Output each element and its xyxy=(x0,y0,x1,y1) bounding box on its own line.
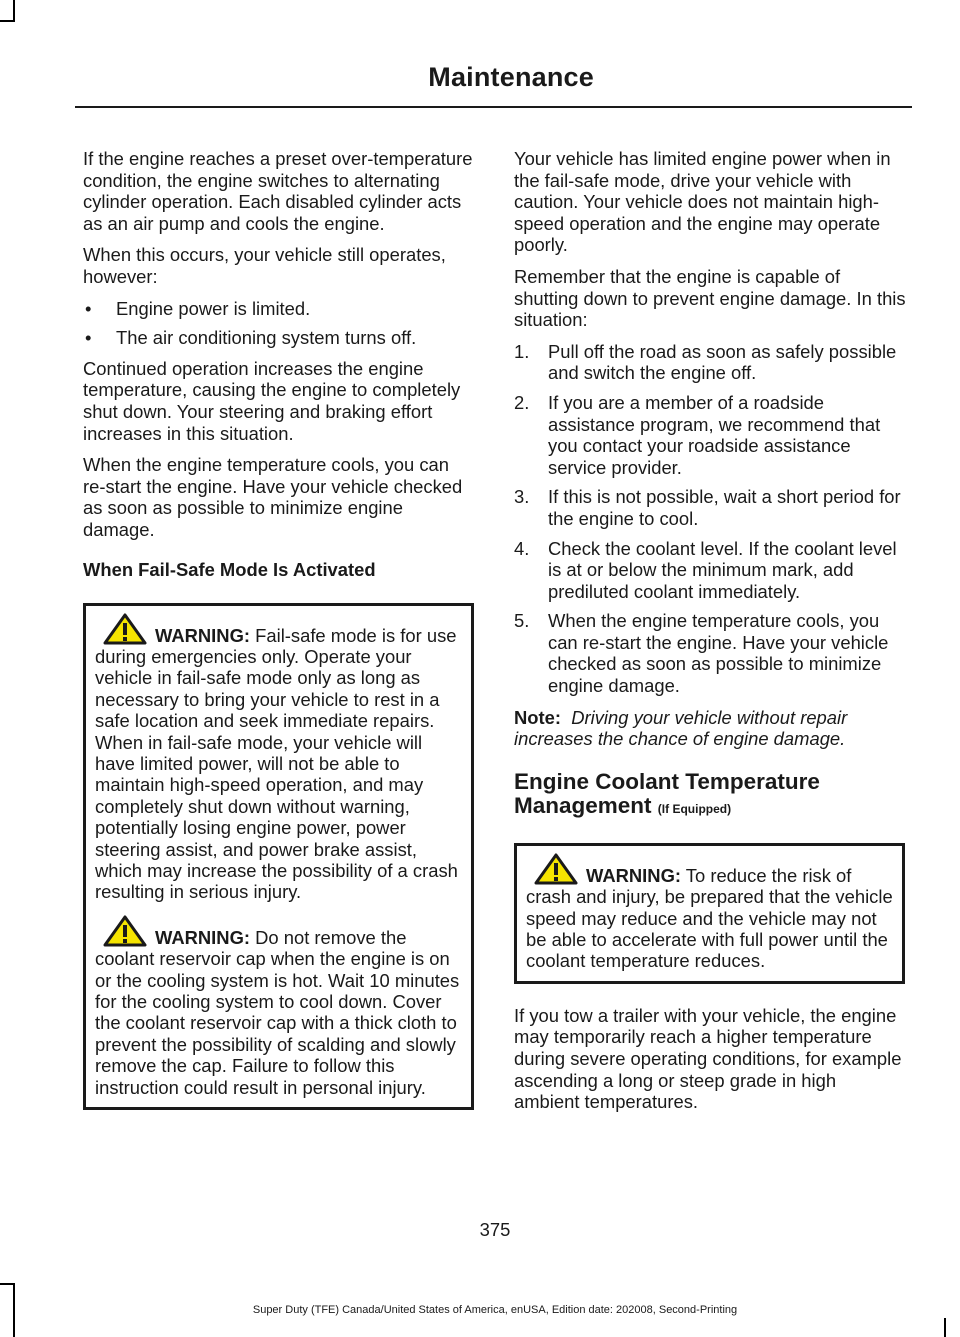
list-item: 1. Pull off the road as soon as safely possible and switch the engine off. xyxy=(514,340,897,384)
crop-mark-bottom-right-v xyxy=(944,1318,946,1337)
paragraph: Your vehicle has limited engine power when in the fail-safe mode, drive your vehicle with caution. Your vehicle does not maintain high-speed operation and the engine may operate poorly. xyxy=(514,148,891,256)
note: Note: Driving your vehicle without repair increases the chance of engine damage. xyxy=(514,706,848,750)
warning-text: WARNING: Do not remove the coolant reservoir cap when the engine is on or the cooling system is hot. Wait 10 minutes for the cooling system to cool down. Cover the coolant reservoir cap with a thick cloth to prevent the possibility of scalding and slowly remove the cap. Failure to follow this instruction could result in personal injury. xyxy=(95,915,463,1098)
crop-mark-top-left-h xyxy=(0,20,15,22)
list-item: • The air conditioning system turns off. xyxy=(85,327,417,349)
page-number: 375 xyxy=(479,1219,511,1240)
section-subheading: When Fail-Safe Mode Is Activated xyxy=(83,558,376,580)
paragraph: Continued operation increases the engine temperature, causing the engine to completely shut down. Your steering and braking effort increases in this situation. xyxy=(83,357,461,444)
warning-text: WARNING: To reduce the risk of crash and injury, be prepared that the vehicle speed may reduce and the vehicle may not be able to accelerate with full power until the coolant temperature reduces. xyxy=(526,853,894,972)
paragraph: When the engine temperature cools, you can re-start the engine. Have your vehicle checked as soon as possible to minimize engine damage. xyxy=(83,454,463,540)
left-column xyxy=(83,148,475,1110)
warning-triangle-icon xyxy=(534,853,578,885)
bullet-icon: • xyxy=(85,327,92,349)
warning-triangle-icon xyxy=(103,613,147,645)
crop-mark-bottom-left-h xyxy=(0,1283,15,1285)
section-heading: Engine Coolant Temperature Management (If Equipped) xyxy=(514,768,820,818)
paragraph: When this occurs, your vehicle still operates, however: xyxy=(83,244,446,287)
right-column xyxy=(514,148,906,1123)
footer: Super Duty (TFE) Canada/United States of America, enUSA, Edition date: 202008, Second-Printing xyxy=(252,1304,738,1316)
paragraph: If you tow a trailer with your vehicle, the engine may temporarily reach a higher temperature during severe operating conditions, for example ascending a long or steep grade in high ambient temperatures. xyxy=(514,1004,902,1113)
header-rule xyxy=(75,106,912,108)
bullet-icon: • xyxy=(85,297,92,319)
list-item: • Engine power is limited. xyxy=(85,297,311,319)
paragraph: If the engine reaches a preset over-temperature condition, the engine switches to alternating cylinder operation. Each disabled cylinder acts as an air pump and cools the engine. xyxy=(83,148,473,234)
crop-mark-top-left-v xyxy=(13,0,15,22)
paragraph: Remember that the engine is capable of shutting down to prevent engine damage. In this situation: xyxy=(514,265,906,331)
warning-triangle-icon xyxy=(103,915,147,947)
list-item: 5. When the engine temperature cools, you can re-start the engine. Have your vehicle checked as soon as possible to minimize engine damage. xyxy=(514,610,889,697)
page-title: Maintenance xyxy=(428,62,594,92)
numbered-list xyxy=(514,341,906,697)
warning-text: WARNING: Fail-safe mode is for use during emergencies only. Operate your vehicle in fail-safe mode only as long as necessary to bring your vehicle to rest in a safe location and seek immediate repairs. When in fail-safe mode, your vehicle will have limited power, will not be able to maintain high-speed operation, and may completely shut down without warning, potentially losing engine power, power steering assist, and power brake assist, which may increase the possibility of a crash resulting in serious injury. xyxy=(95,613,463,903)
warning-box xyxy=(83,603,474,1111)
bullet-list xyxy=(83,298,475,349)
warning-box xyxy=(514,843,905,984)
list-item: 4. Check the coolant level. If the coolant level is at or below the minimum mark, add prediluted coolant immediately. xyxy=(514,537,897,602)
list-item: 3. If this is not possible, wait a short period for the engine to cool. xyxy=(514,486,901,529)
list-item: 2. If you are a member of a roadside assistance program, we recommend that you contact your roadside assistance service provider. xyxy=(514,391,881,478)
